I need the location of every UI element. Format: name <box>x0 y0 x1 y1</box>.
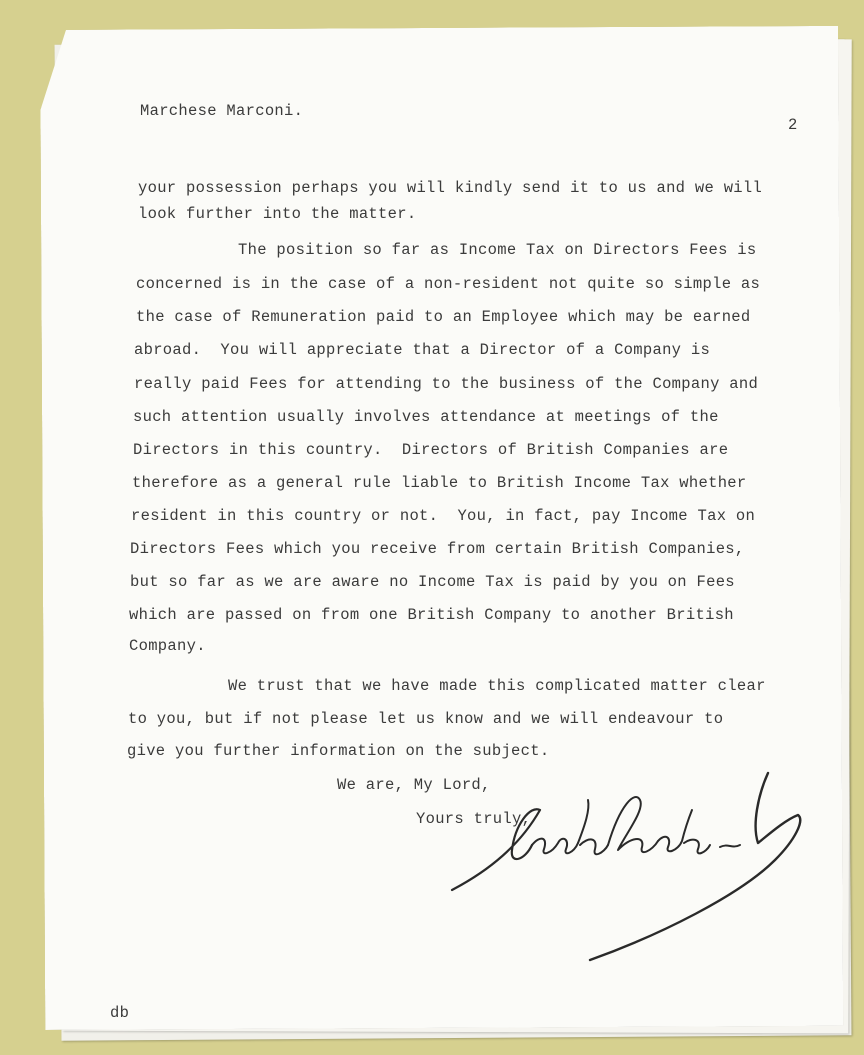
signature-stroke <box>658 810 710 853</box>
body-line: abroad. You will appreciate that a Director of a Company is <box>134 341 711 359</box>
body-line: Directors in this country. Directors of British Companies are <box>133 441 729 459</box>
body-line: which are passed on from one British Company to another British <box>129 606 734 624</box>
signature <box>440 765 820 975</box>
page-number: 2 <box>788 116 798 134</box>
closing-valediction: Yours truly, <box>416 810 532 828</box>
addressee: Marchese Marconi. <box>140 102 304 120</box>
body-line: but so far as we are aware no Income Tax is paid by you on Fees <box>130 573 735 591</box>
closing-salutation: We are, My Lord, <box>337 776 491 794</box>
typist-initials: db <box>110 1004 130 1022</box>
body-line: concerned is in the case of a non-resident not quite so simple as <box>136 275 761 293</box>
body-line: resident in this country or not. You, in fact, pay Income Tax on <box>131 507 756 525</box>
body-line: We trust that we have made this complicated matter clear <box>228 677 766 695</box>
body-line: The position so far as Income Tax on Directors Fees is <box>238 241 757 259</box>
signature-stroke <box>608 797 658 852</box>
body-line: give you further information on the subject. <box>127 742 550 760</box>
body-line: such attention usually involves attendance at meetings of the <box>133 408 719 426</box>
signature-stroke <box>532 839 578 854</box>
body-line: your possession perhaps you will kindly send it to us and we will <box>138 179 763 197</box>
signature-stroke <box>720 845 740 847</box>
body-line: Company. <box>129 637 206 655</box>
body-line: to you, but if not please let us know and we will endeavour to <box>128 710 724 728</box>
body-line: therefore as a general rule liable to British Income Tax whether <box>132 474 747 492</box>
body-line: look further into the matter. <box>138 205 417 223</box>
signature-stroke <box>590 773 800 960</box>
signature-stroke <box>452 809 540 890</box>
body-line: the case of Remuneration paid to an Employee which may be earned <box>136 308 751 326</box>
body-line: Directors Fees which you receive from certain British Companies, <box>130 540 745 558</box>
signature-stroke <box>578 800 608 854</box>
body-line: really paid Fees for attending to the business of the Company and <box>134 375 759 393</box>
